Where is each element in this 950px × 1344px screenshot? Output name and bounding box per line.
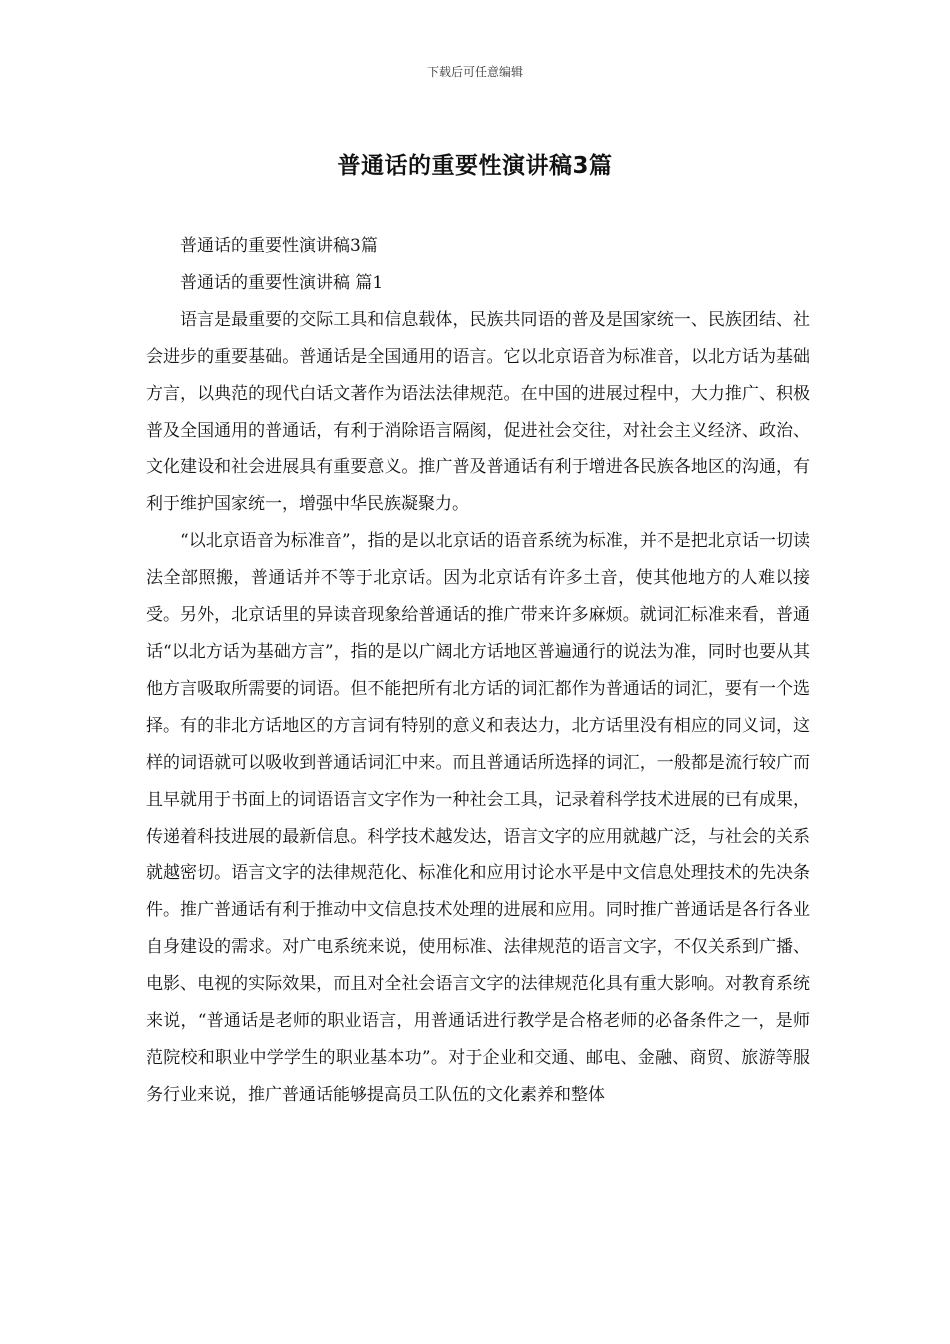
section-heading: 普通话的重要性演讲稿 篇1 (180, 272, 384, 293)
document-body (146, 228, 810, 1114)
body-paragraph: “以北京语音为标准音”，指的是以北京话的语音系统为标准，并不是把北京话一切读法全部照搬，普通话并不等于北京话。因为北京话有许多土音，使其他地方的人难以接受。另外，北京话里的异读音现象给普通话的推广带来许多麻烦。就词汇标准来看，普通话“以北方话为基础方言”，指的是以广阔北方话地区普遍通行的说法为准，同时也要从其他方言吸取所需要的词语。但不能把所有北方话的词汇都作为普通话的词汇，要有一个选择。有的非北方话地区的方言词有特别的意义和表达力，北方话里没有相应的同义词，这样的词语就可以吸收到普通话词汇中来。而且普通话所选择的词汇，一般都是流行较广而且早就用于书面上的词语语言文字作为一种社会工具，记录着科学技术进展的已有成果，传递着科技进展的最新信息。科学技术越发达，语言文字的应用就越广泛，与社会的关系就越密切。语言文字的法律规范化、标准化和应用讨论水平是中文信息处理技术的先决条件。推广普通话有利于推动中文信息技术处理的进展和应用。同时推广普通话是各行各业自身建设的需求。对广电系统来说，使用标准、法律规范的语言文字，不仅关系到广播、电影、电视的实际效果，而且对全社会语言文字的法律规范化具有重大影响。对教育系统来说，“普通话是老师的职业语言，用普通话进行教学是合格老师的必备条件之一，是师范院校和职业中学学生的职业基本功”。对于企业和交通、邮电、金融、商贸、旅游等服务行业来说，推广普通话能够提高员工队伍的文化素养和整体 (146, 531, 810, 1105)
subtitle-line: 普通话的重要性演讲稿3篇 (180, 236, 378, 256)
document-title: 普通话的重要性演讲稿3篇 (337, 153, 613, 179)
page-header-note: 下载后可任意编辑 (426, 65, 523, 79)
body-paragraph: 语言是最重要的交际工具和信息载体，民族共同语的普及是国家统一、民族团结、社会进步的重要基础。普通话是全国通用的语言。它以北京语音为标准音，以北方话为基础方言，以典范的现代白话文著作为语法法律规范。在中国的进展过程中，大力推广、积极普及全国通用的普通话，有利于消除语言隔阂，促进社会交往，对社会主义经济、政治、文化建设和社会进展具有重要意义。推广普及普通话有利于增进各民族各地区的沟通，有利于维护国家统一，增强中华民族凝聚力。 (146, 309, 810, 515)
